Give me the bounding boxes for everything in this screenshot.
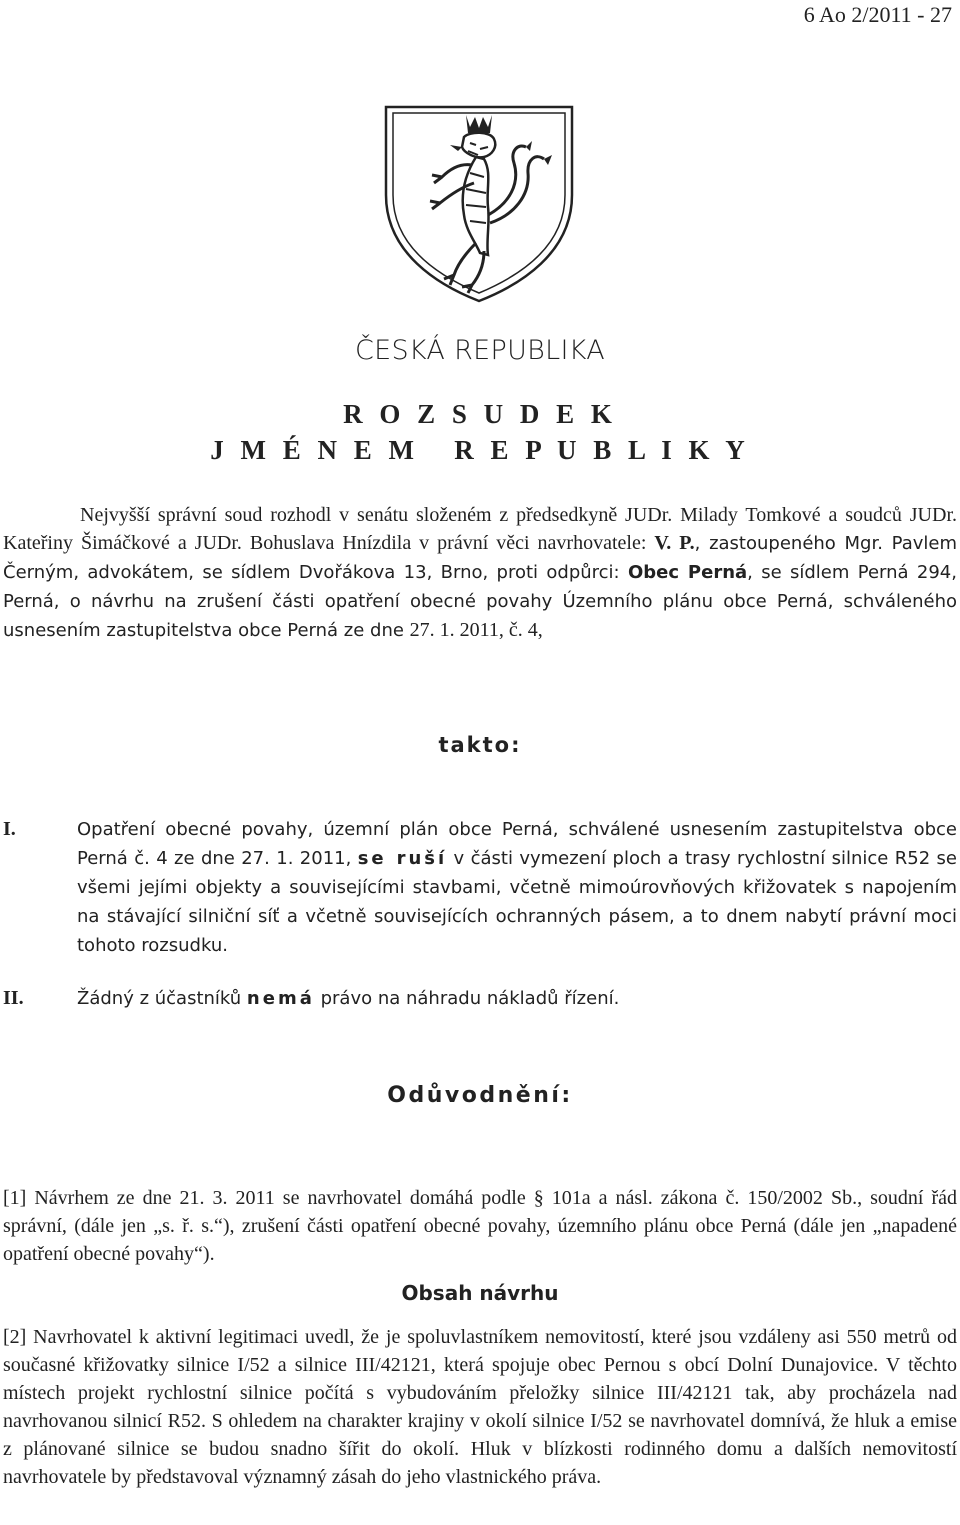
respondent-name: Obec Perná xyxy=(627,562,748,583)
item-number: I. xyxy=(3,818,16,840)
country-title: ČESKÁ REPUBLIKA xyxy=(354,335,606,366)
verdict-item xyxy=(3,984,957,1013)
verdict-item xyxy=(3,815,957,960)
section-heading: Obsah návrhu xyxy=(401,1281,559,1305)
case-reference: 6 Ao 2/2011 - 27 xyxy=(803,2,952,27)
takto-heading: takto: xyxy=(438,733,522,757)
czech-lion-coat-of-arms-icon xyxy=(380,103,578,305)
in-name-title: J M É N E M R E P U B L I K Y xyxy=(210,435,750,465)
reasons-heading: Odůvodnění: xyxy=(387,1083,573,1108)
item-number: II. xyxy=(3,987,24,1009)
verdict-title: R O Z S U D E K xyxy=(343,399,617,429)
paragraph-2: [2] Navrhovatel k aktivní legitimaci uvedl, že je spoluvlastníkem nemovitostí, které jsou vzdáleny asi 550 metrů od současné křižovatky silnice I/52 a silnice III/42121, která spojuje obec Pernou s obcí Dolní Dunajovice. V těchto místech projekt rychlostní silnice počítá s vybudováním přeložky silnice III/42121 tak, aby procházela nad navrhovanou silnicí R52. S ohledem na charakter krajiny v okolí silnice I/52 se navrhovatel domnívá, že hluk a emise z plánované silnice se budou snadno šířit do okolí. Hluk v blízkosti rodinného domu a dalších nemovitostí navrhovatele by představoval významný zásah do jeho vlastnického práva. xyxy=(3,1326,957,1488)
petitioner-name: V. P. xyxy=(654,532,695,554)
item-text: Opatření obecné povahy, územní plán obce Perná, schválené usnesením zastupitelstva obce Perná č. 4 ze dne 27. 1. 2011, se ruší v části vymezení ploch a trasy rychlostní silnice R52 se všemi jejími objekty a souvisejícími stavbami, včetně mimoúrovňových křižovatek s napojením na stávající silniční síť a včetně souvisejících ochranných pásem, a to dnem nabytí právní moci tohoto rozsudku. xyxy=(77,819,957,956)
item-text: Žádný z účastníků nemá právo na náhradu nákladů řízení. xyxy=(77,988,620,1009)
paragraph-1: [1] Návrhem ze dne 21. 3. 2011 se navrhovatel domáhá podle § 101a a násl. zákona č. 150/2002 Sb., soudní řád správní, (dále jen „s. ř. s.“), zrušení části opatření obecné povahy, územního plánu obce Perná (dále jen „napadené opatření obecné povahy“). xyxy=(3,1187,957,1265)
intro-paragraph: Nejvyšší správní soud rozhodl v senátu složeném z předsedkyně JUDr. Milady Tomkové a soudců JUDr. Kateřiny Šimáčkové a JUDr. Bohuslava Hnízdila v právní věci navrhovatele: V. P., zastoupeného Mgr. Pavlem Černým, advokátem, se sídlem Dvořákova 13, Brno, proti odpůrci: Obec Perná, se sídlem Perná 294, Perná, o návrhu na zrušení části opatření obecné povahy Územního plánu obce Perná, schváleného usnesením zastupitelstva obce Perná ze dne 27. 1. 2011, č. 4, xyxy=(3,504,958,641)
